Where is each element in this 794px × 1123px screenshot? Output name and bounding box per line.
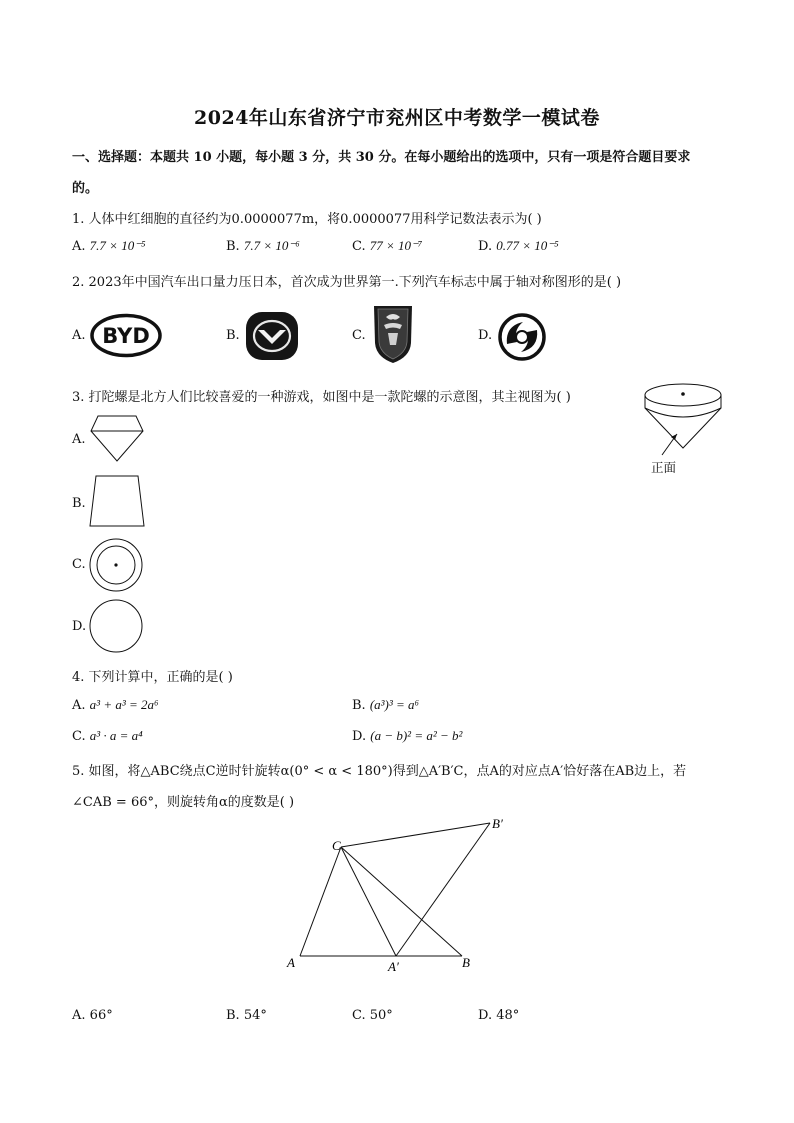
- q3-stem: 3. 打陀螺是北方人们比较喜爱的一种游戏，如图中是一款陀螺的示意图，其主视图为( ): [72, 390, 571, 405]
- q5-option-d: D. 48°: [478, 1008, 520, 1023]
- section-heading-line1: 一、选择题：本题共 10 小题，每小题 3 分，共 30 分。在每小题给出的选项中，只有一项是符合题目要求: [72, 150, 691, 165]
- segment-ca-prime: [341, 847, 396, 956]
- q1-stem: 1. 人体中红细胞的直径约为0.0000077m，将0.0000077用科学记数法表示为( ): [72, 212, 542, 227]
- point-label-b: B: [462, 955, 470, 970]
- q1-option-a: A. 7.7 × 10⁻⁵: [72, 238, 146, 254]
- q4-option-c: C. a³ · a = a⁴: [72, 728, 143, 744]
- byd-logo: [90, 313, 162, 358]
- q4-option-b: B. (a³)³ = a⁶: [352, 697, 420, 713]
- hongqi-shield-logo: [370, 303, 416, 365]
- q1-option-c: C. 77 × 10⁻⁷: [352, 238, 423, 254]
- q4-stem: 4. 下列计算中，正确的是( ): [72, 670, 233, 685]
- page-title: 2024年山东省济宁市兖州区中考数学一模试卷: [194, 107, 600, 129]
- point-label-b-prime: B′: [492, 816, 503, 831]
- q3-label-a: A.: [72, 432, 86, 447]
- q3-figure-caption: 正面: [651, 460, 677, 475]
- point-label-a: A: [287, 955, 295, 970]
- q3-option-d-figure: [88, 599, 144, 655]
- q5-option-a: A. 66°: [72, 1008, 113, 1023]
- q4-option-a: A. a³ + a³ = 2a⁶: [72, 697, 159, 713]
- q3-label-c: C.: [72, 557, 86, 572]
- q2-label-a: A.: [72, 328, 86, 343]
- q1-option-d: D. 0.77 × 10⁻⁵: [478, 238, 559, 254]
- dongfeng-logo: [497, 312, 547, 362]
- changan-logo: [244, 310, 300, 362]
- section-heading-line2: 的。: [72, 181, 99, 196]
- q3-label-d: D.: [72, 619, 87, 634]
- q5-stem-line2: ∠CAB = 66°，则旋转角α的度数是( ): [72, 795, 295, 810]
- q3-option-b-figure: [86, 474, 148, 530]
- q3-option-c-figure: [88, 538, 144, 594]
- q2-label-c: C.: [352, 328, 366, 343]
- q5-triangle-figure: [280, 810, 520, 980]
- segment-cb-prime: [341, 823, 490, 847]
- q5-option-c: C. 50°: [352, 1008, 393, 1023]
- q2-label-b: B.: [226, 328, 240, 343]
- segment-ac: [300, 847, 341, 956]
- segment-a-prime-b-prime: [396, 823, 490, 956]
- q5-stem-line1: 5. 如图，将△ABC绕点C逆时针旋转α(0° < α < 180°)得到△A′B′C，点A的对应点A′恰好落在AB边上，若: [72, 764, 687, 779]
- svg-text:BYD: BYD: [102, 324, 150, 348]
- q1-option-b: B. 7.7 × 10⁻⁶: [226, 238, 300, 254]
- q3-label-b: B.: [72, 496, 86, 511]
- point-label-a-prime: A′: [388, 959, 399, 974]
- segment-cb: [341, 847, 462, 956]
- q5-option-b: B. 54°: [226, 1008, 267, 1023]
- q2-stem: 2. 2023年中国汽车出口量力压日本，首次成为世界第一.下列汽车标志中属于轴对称图形的是( ): [72, 275, 622, 290]
- point-label-c: C: [332, 838, 341, 853]
- q3-option-a-figure: [88, 414, 146, 464]
- q2-label-d: D.: [478, 328, 493, 343]
- q4-option-d: D. (a − b)² = a² − b²: [352, 728, 463, 744]
